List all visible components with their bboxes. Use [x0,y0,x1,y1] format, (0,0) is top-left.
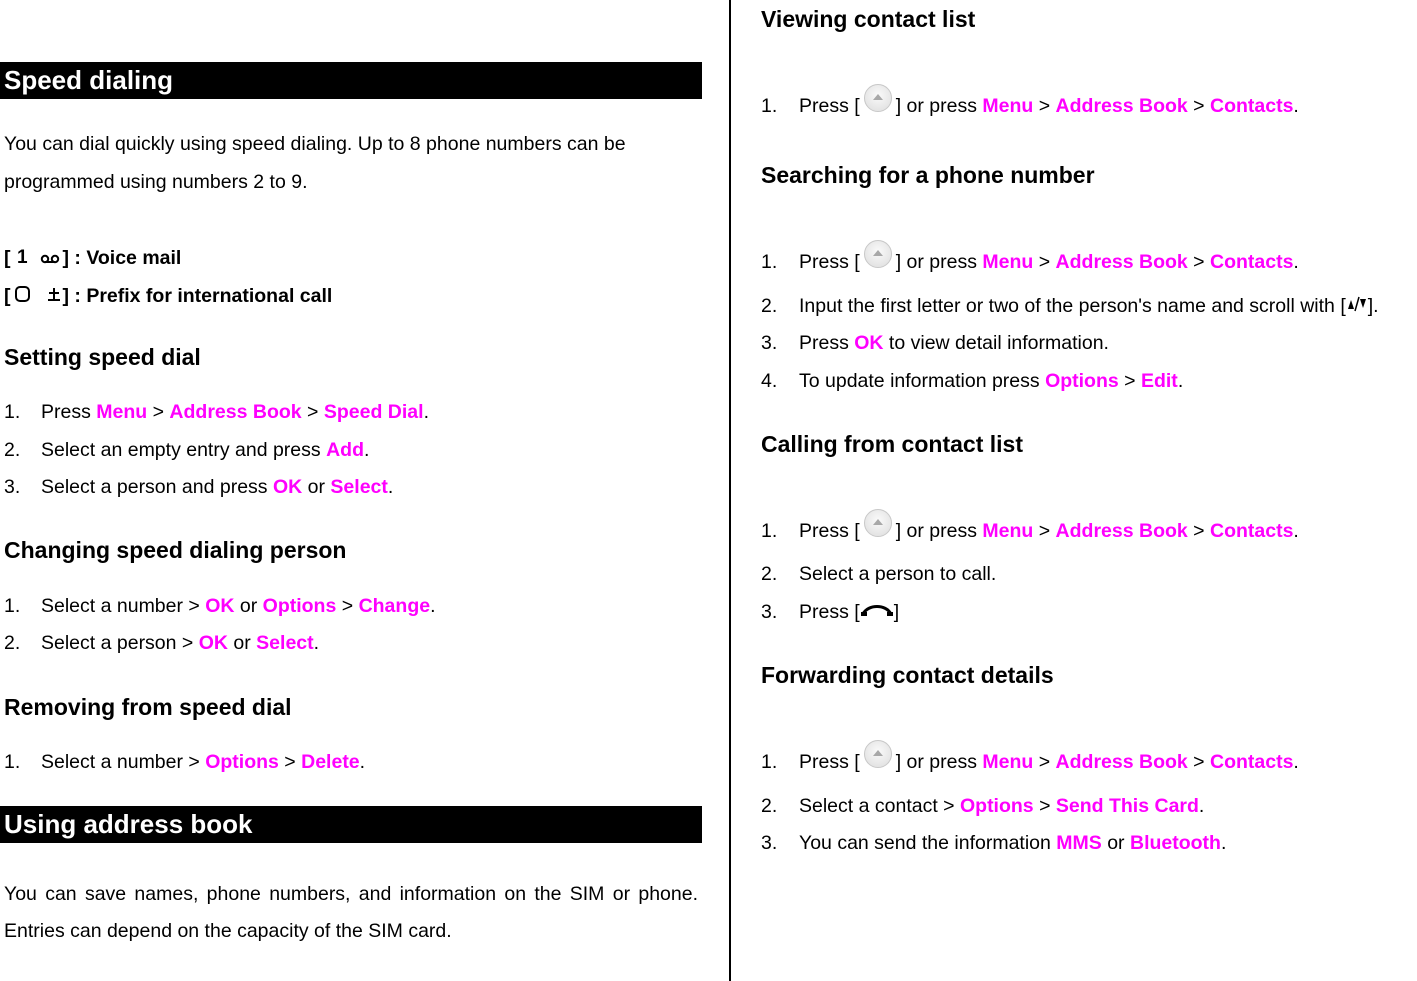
mms-label: MMS [1056,832,1102,854]
add-label: Add [326,439,364,461]
contacts-label: Contacts [1209,751,1294,773]
ok-label: OK [272,476,303,498]
contacts-key-icon [864,740,892,768]
address-book-label: Address Book [1055,520,1188,542]
ok-label: OK [854,332,884,354]
setting-step-3: 3. Select a person and press OK or Select. [4,476,394,498]
menu-label: Menu [982,520,1034,542]
speed-dialing-intro-line2: programmed using numbers 2 to 9. [4,171,308,193]
key1-voice-mail-line: [ 1 ] : Voice mail [4,246,181,272]
select-label: Select [256,632,314,654]
address-book-label: Address Book [169,401,302,423]
edit-label: Edit [1140,370,1178,392]
send-this-card-label: Send This Card [1055,795,1199,817]
speed-dialing-intro-line1: You can dial quickly using speed dialing. Up to 8 phone numbers can be [4,133,626,155]
key0-label: ] : Prefix for international call [62,285,333,308]
forwarding-step-1: 1. Press [ ] or press Menu > Address Book > Contacts. [761,746,1299,774]
ok-label: OK [205,595,235,617]
setting-step-1: 1. Press Menu > Address Book > Speed Dial. [4,401,429,423]
removing-step-1: 1. Select a number > Options > Delete. [4,751,366,773]
address-book-intro: You can save names, phone numbers, and information on the SIM or phone. Entries can depend on the capacity of the SIM card. [4,883,698,942]
select-label: Select [330,476,388,498]
call-send-key-icon [860,601,894,624]
heading-removing-speed-dial: Removing from speed dial [4,694,292,720]
address-book-label: Address Book [1055,251,1188,273]
contacts-label: Contacts [1209,520,1294,542]
key-0-plus-icon [11,284,63,310]
svg-text:1: 1 [16,247,28,266]
menu-label: Menu [982,251,1034,273]
delete-label: Delete [301,751,360,773]
menu-label: Menu [982,95,1034,117]
options-label: Options [205,751,279,773]
heading-forwarding-contact-details: Forwarding contact details [761,662,1054,688]
setting-step-2: 2. Select an empty entry and press Add. [4,439,370,461]
calling-step-3: 3. Press [ ] [761,601,900,623]
menu-label: Menu [982,751,1034,773]
calling-step-1: 1. Press [ ] or press Menu > Address Book > Contacts. [761,515,1299,543]
key0-prefix-line: [ ] : Prefix for international call [4,284,332,310]
column-divider [729,0,731,981]
heading-setting-speed-dial: Setting speed dial [4,344,201,370]
options-label: Options [262,595,337,617]
change-label: Change [358,595,431,617]
heading-changing-speed-dialing: Changing speed dialing person [4,537,347,563]
forwarding-step-2: 2. Select a contact > Options > Send This Card. [761,795,1205,817]
changing-step-2: 2. Select a person > OK or Select. [4,632,320,654]
address-book-label: Address Book [1055,751,1188,773]
calling-step-2: 2. Select a person to call. [761,563,997,585]
contacts-label: Contacts [1209,95,1294,117]
section-bar-address-book: Using address book [0,806,702,843]
searching-step-1: 1. Press [ ] or press Menu > Address Book > Contacts. [761,246,1299,274]
viewing-step-1: 1. Press [ ] or press Menu > Address Book > Contacts. [761,90,1299,118]
forwarding-step-3: 3. You can send the information MMS or Bluetooth. [761,832,1227,854]
menu-label: Menu [96,401,148,423]
searching-step-3: 3. Press OK to view detail information. [761,332,1109,354]
options-label: Options [1045,370,1119,392]
searching-step-2: 2. Input the first letter or two of the person's name and scroll with [ ]. [761,295,1379,318]
options-label: Options [959,795,1034,817]
speed-dial-label: Speed Dial [323,401,424,423]
contacts-key-icon [864,509,892,537]
address-book-label: Address Book [1055,95,1188,117]
contacts-label: Contacts [1209,251,1294,273]
heading-searching-phone-number: Searching for a phone number [761,162,1095,188]
heading-viewing-contact-list: Viewing contact list [761,6,976,32]
changing-step-1: 1. Select a number > OK or Options > Change. [4,595,436,617]
searching-step-4: 4. To update information press Options > Edit. [761,370,1184,392]
key1-label: ] : Voice mail [62,247,182,270]
ok-label: OK [198,632,228,654]
bluetooth-label: Bluetooth [1129,832,1221,854]
contacts-key-icon [864,84,892,112]
contacts-key-icon [864,240,892,268]
heading-calling-from-contact-list: Calling from contact list [761,431,1023,457]
section-bar-speed-dialing: Speed dialing [0,62,702,99]
key-1-voicemail-icon [11,246,63,272]
scroll-up-down-icon [1346,295,1368,319]
